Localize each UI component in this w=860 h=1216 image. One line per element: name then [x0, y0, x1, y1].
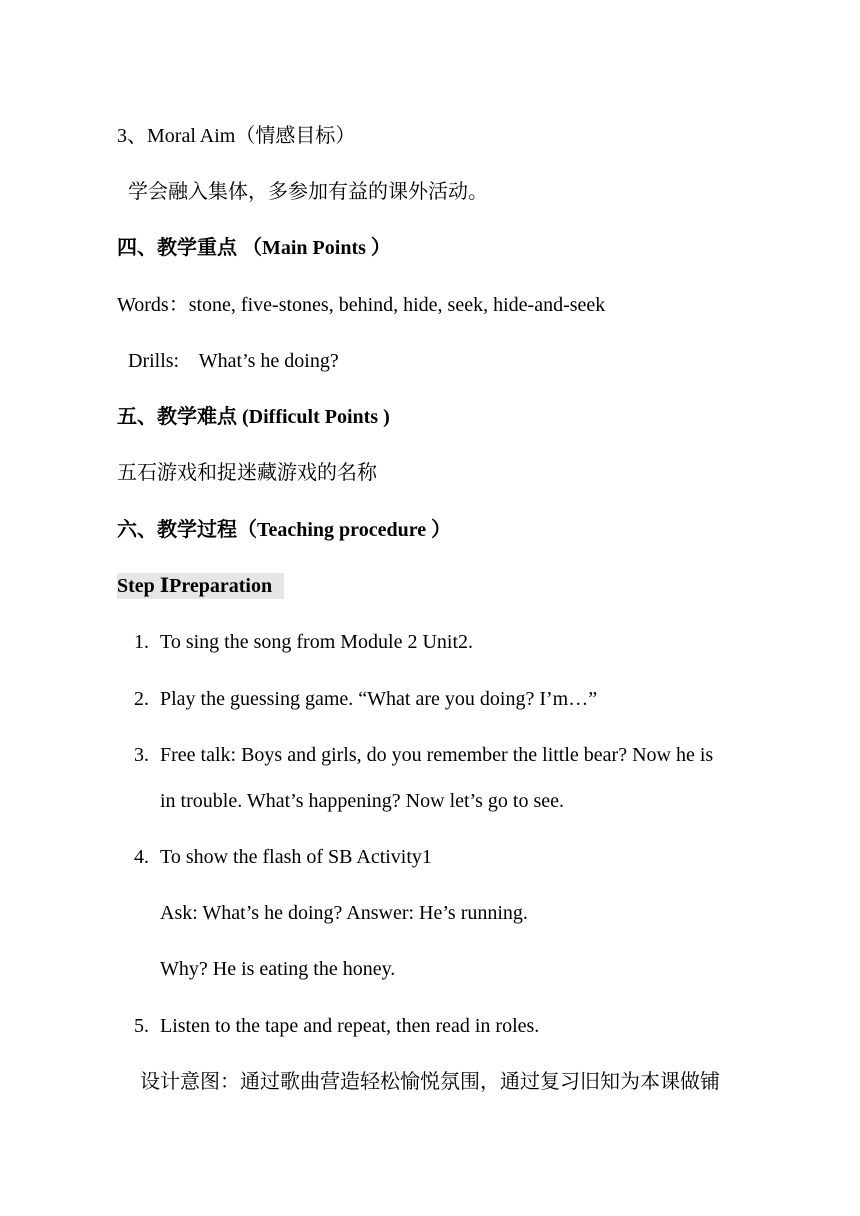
design-intent-text: 设计意图：通过歌曲营造轻松愉悦氛围，通过复习旧知为本课做铺 — [140, 1071, 720, 1093]
procedure-heading: 六、教学过程（Teaching procedure ） — [117, 519, 452, 541]
list-item-text: To sing the song from Module 2 Unit2. — [160, 631, 474, 653]
main-points-heading: 四、教学重点 （Main Points ） — [117, 237, 391, 259]
list-item-text: Free talk: Boys and girls, do you remember the little bear? Now he is — [160, 744, 714, 766]
difficult-points-heading: 五、教学难点 (Difficult Points ) — [117, 406, 390, 428]
list-item-number: 2. — [134, 688, 149, 710]
list-item-continuation: in trouble. What’s happening? Now let’s go to see. — [160, 790, 564, 812]
list-item-sub-why: Why? He is eating the honey. — [160, 958, 396, 980]
main-points-words: Words：stone, five-stones, behind, hide, seek, hide-and-seek — [117, 294, 606, 316]
list-item-sub-ask: Ask: What’s he doing? Answer: He’s running. — [160, 902, 528, 924]
list-item-number: 3. — [134, 744, 149, 766]
moral-aim-text: 学会融入集体，多参加有益的课外活动。 — [128, 181, 488, 203]
list-item-number: 1. — [134, 631, 149, 653]
moral-aim-heading: 3、Moral Aim（情感目标） — [117, 125, 356, 147]
main-points-drills: Drills: What’s he doing? — [128, 350, 339, 372]
difficult-points-text: 五石游戏和捉迷藏游戏的名称 — [117, 462, 377, 484]
list-item-text: Play the guessing game. “What are you doing? I’m…” — [160, 688, 598, 710]
list-item-number: 4. — [134, 846, 149, 868]
list-item-number: 5. — [134, 1015, 149, 1037]
list-item-text: Listen to the tape and repeat, then read in roles. — [160, 1015, 540, 1037]
list-item-text: To show the flash of SB Activity1 — [160, 846, 432, 868]
step-label: Step ⅠPreparation — [117, 573, 284, 599]
